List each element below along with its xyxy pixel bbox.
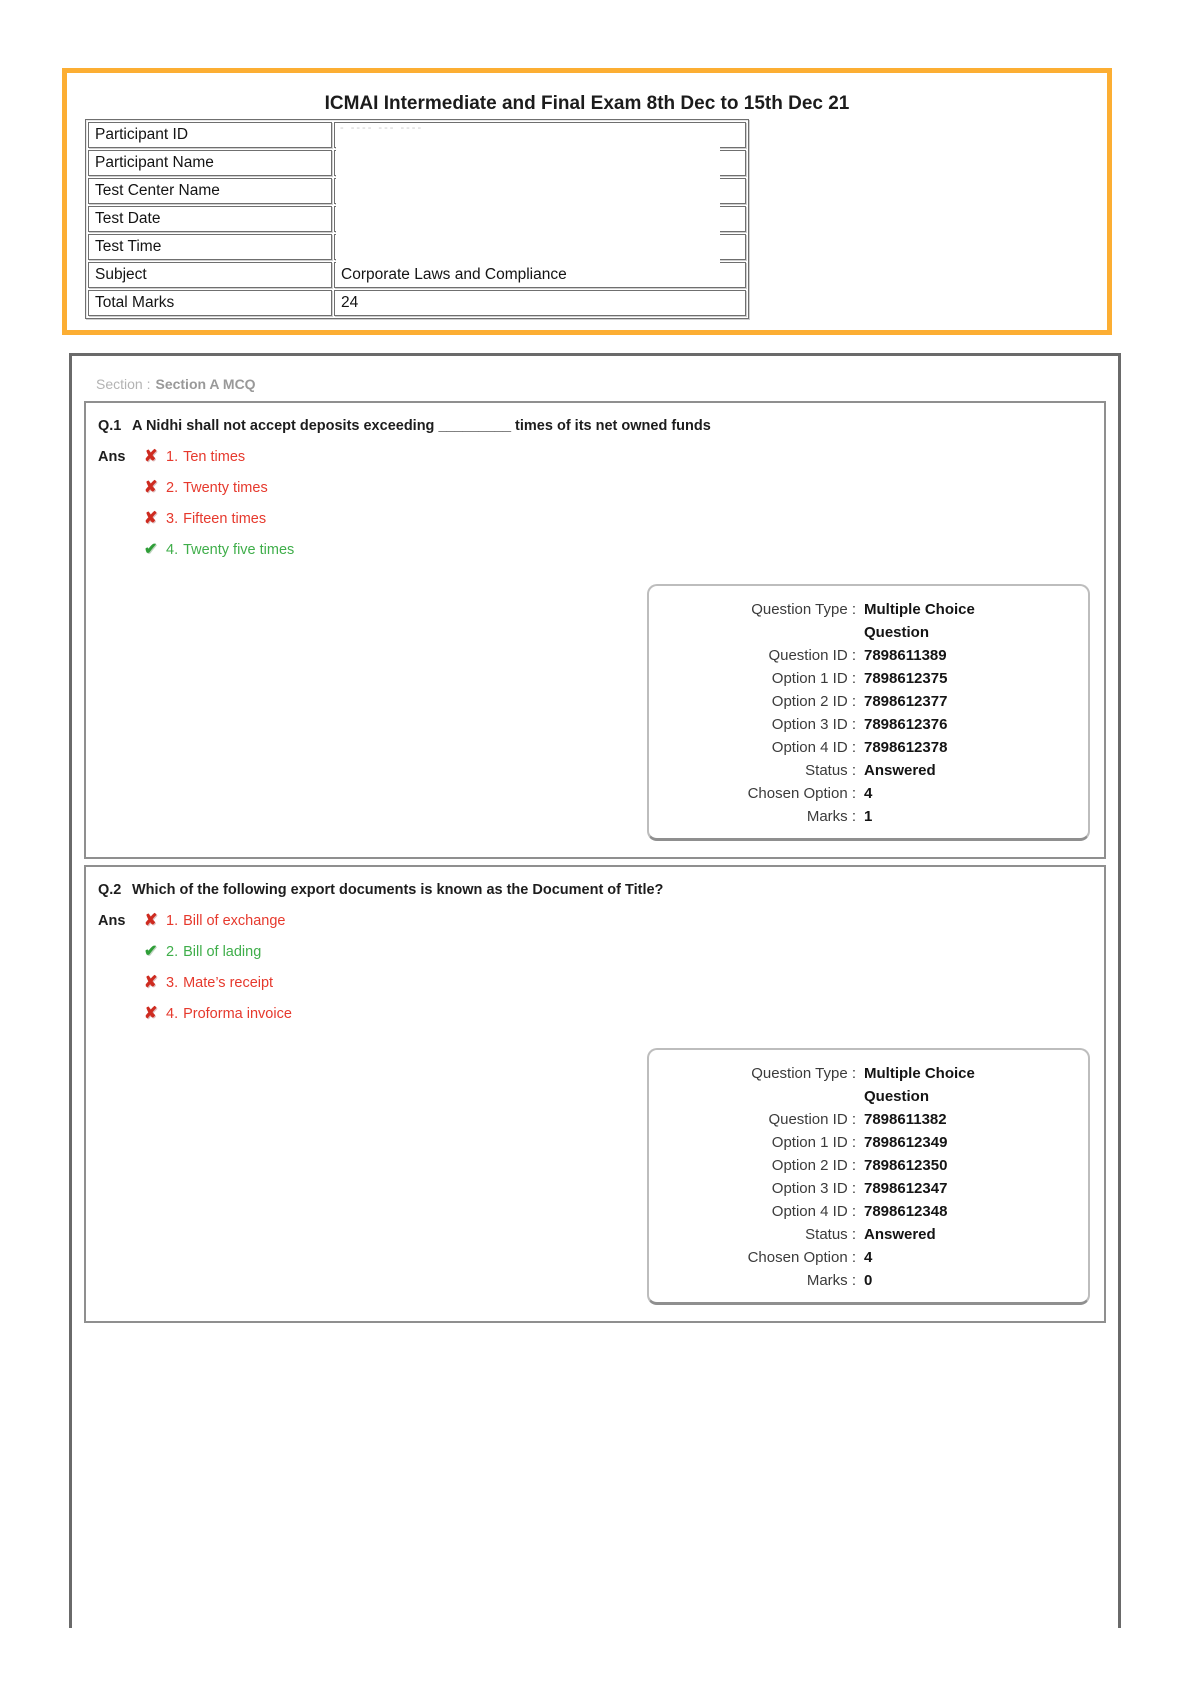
detail-row	[659, 1062, 1078, 1108]
answer-label: Ans	[98, 913, 126, 929]
option-row	[144, 973, 292, 993]
section-name: Section A MCQ	[155, 376, 256, 392]
participant-row-label: Total Marks	[88, 290, 332, 316]
option-text: Ten times	[183, 449, 246, 465]
detail-value: 7898612378	[864, 739, 948, 756]
detail-value: Multiple Choice Question	[864, 1065, 975, 1105]
question-row	[98, 417, 1090, 435]
cross-icon: ✘	[144, 448, 158, 465]
option-index: 3.	[166, 511, 179, 527]
check-icon: ✔	[144, 541, 158, 558]
detail-value: 7898612349	[864, 1134, 948, 1151]
detail-label: Option 4 ID :	[771, 739, 856, 756]
question-text: A Nidhi shall not accept deposits exceeding _________ times of its net owned funds	[132, 418, 711, 434]
detail-value: 4	[864, 785, 873, 802]
option-text: Bill of exchange	[183, 913, 286, 929]
detail-value: 7898612348	[864, 1203, 948, 1220]
detail-row	[659, 1223, 1078, 1246]
option-text: Twenty times	[183, 480, 268, 496]
detail-row	[659, 1177, 1078, 1200]
option-index: 4.	[166, 542, 179, 558]
participant-row-value: 24	[334, 290, 746, 316]
question-details-card	[647, 584, 1090, 841]
detail-row	[659, 598, 1078, 644]
cross-icon: ✘	[144, 479, 158, 496]
option-row	[144, 1004, 292, 1024]
detail-row	[659, 690, 1078, 713]
detail-value: Answered	[864, 1226, 936, 1243]
option-row	[144, 509, 294, 529]
option-row	[144, 942, 292, 962]
detail-label: Option 2 ID :	[771, 1157, 856, 1174]
option-text: Twenty five times	[183, 542, 295, 558]
detail-value: 7898611382	[864, 1111, 947, 1128]
option-row	[144, 478, 294, 498]
detail-label: Option 3 ID :	[771, 1180, 856, 1197]
question-number: Q.1	[98, 418, 122, 434]
detail-value: 7898612350	[864, 1157, 948, 1174]
detail-label: Question Type :	[751, 601, 856, 618]
option-index: 3.	[166, 975, 179, 991]
detail-label: Option 1 ID :	[771, 670, 856, 687]
participant-row-label: Participant ID	[88, 122, 332, 148]
participant-table-wrap	[85, 119, 749, 319]
question-card	[84, 865, 1106, 1323]
detail-label: Option 4 ID :	[771, 1203, 856, 1220]
exam-title: ICMAI Intermediate and Final Exam 8th Dec to 15th Dec 21	[324, 93, 850, 114]
option-text: Mate’s receipt	[183, 975, 274, 991]
detail-row	[659, 805, 1078, 828]
participant-table-row	[88, 262, 746, 288]
option-text: Fifteen times	[183, 511, 267, 527]
option-index: 2.	[166, 944, 179, 960]
redacted-id-remnant: ‐ ‐‐‐‐ ‐‐‐ ‐‐‐‐	[340, 123, 424, 132]
answer-row	[98, 447, 1090, 560]
detail-row	[659, 713, 1078, 736]
question-row	[98, 881, 1090, 899]
detail-label: Option 3 ID :	[771, 716, 856, 733]
option-text: Bill of lading	[183, 944, 262, 960]
detail-value: 4	[864, 1249, 873, 1266]
detail-row	[659, 736, 1078, 759]
detail-row	[659, 759, 1078, 782]
participant-row-label: Participant Name	[88, 150, 332, 176]
exam-header-panel	[62, 68, 1112, 335]
section-container	[69, 353, 1121, 1628]
detail-label: Question Type :	[751, 1065, 856, 1082]
participant-row-label: Subject	[88, 262, 332, 288]
detail-label: Question ID :	[768, 647, 856, 664]
detail-value: Answered	[864, 762, 936, 779]
detail-row	[659, 1108, 1078, 1131]
detail-label: Question ID :	[768, 1111, 856, 1128]
detail-row	[659, 782, 1078, 805]
detail-label: Status :	[805, 1226, 856, 1243]
redacted-area	[336, 123, 720, 264]
detail-value: 1	[864, 808, 873, 825]
detail-label: Marks :	[806, 808, 856, 825]
detail-value: 0	[864, 1272, 873, 1289]
detail-row	[659, 1269, 1078, 1292]
detail-label: Option 1 ID :	[771, 1134, 856, 1151]
option-row	[144, 447, 294, 467]
answer-row	[98, 911, 1090, 1024]
option-index: 2.	[166, 480, 179, 496]
detail-value: 7898612377	[864, 693, 948, 710]
detail-value: Multiple Choice Question	[864, 601, 975, 641]
question-text: Which of the following export documents is known as the Document of Title?	[132, 882, 664, 898]
option-index: 1.	[166, 449, 179, 465]
option-text: Proforma invoice	[183, 1006, 292, 1022]
question-number: Q.2	[98, 882, 122, 898]
detail-value: 7898612347	[864, 1180, 948, 1197]
detail-value: 7898612376	[864, 716, 948, 733]
detail-row	[659, 644, 1078, 667]
detail-row	[659, 1200, 1078, 1223]
detail-label: Option 2 ID :	[771, 693, 856, 710]
participant-table-row	[88, 290, 746, 316]
detail-label: Chosen Option :	[747, 1249, 856, 1266]
detail-row	[659, 667, 1078, 690]
options-list	[144, 911, 292, 1024]
detail-label: Status :	[805, 762, 856, 779]
section-label	[96, 376, 1118, 392]
participant-row-label: Test Center Name	[88, 178, 332, 204]
cross-icon: ✘	[144, 1005, 158, 1022]
detail-row	[659, 1131, 1078, 1154]
cross-icon: ✘	[144, 912, 158, 929]
check-icon: ✔	[144, 943, 158, 960]
question-details-card	[647, 1048, 1090, 1305]
cross-icon: ✘	[144, 974, 158, 991]
participant-row-label: Test Time	[88, 234, 332, 260]
answer-label: Ans	[98, 449, 126, 465]
option-index: 4.	[166, 1006, 179, 1022]
detail-label: Chosen Option :	[747, 785, 856, 802]
question-card	[84, 401, 1106, 859]
cross-icon: ✘	[144, 510, 158, 527]
option-row	[144, 540, 294, 560]
section-label-prefix: Section :	[96, 376, 151, 392]
detail-row	[659, 1154, 1078, 1177]
option-row	[144, 911, 292, 931]
option-index: 1.	[166, 913, 179, 929]
participant-row-label: Test Date	[88, 206, 332, 232]
detail-value: 7898611389	[864, 647, 947, 664]
detail-value: 7898612375	[864, 670, 948, 687]
options-list	[144, 447, 294, 560]
participant-row-value: Corporate Laws and Compliance	[334, 262, 746, 288]
detail-label: Marks :	[806, 1272, 856, 1289]
detail-row	[659, 1246, 1078, 1269]
